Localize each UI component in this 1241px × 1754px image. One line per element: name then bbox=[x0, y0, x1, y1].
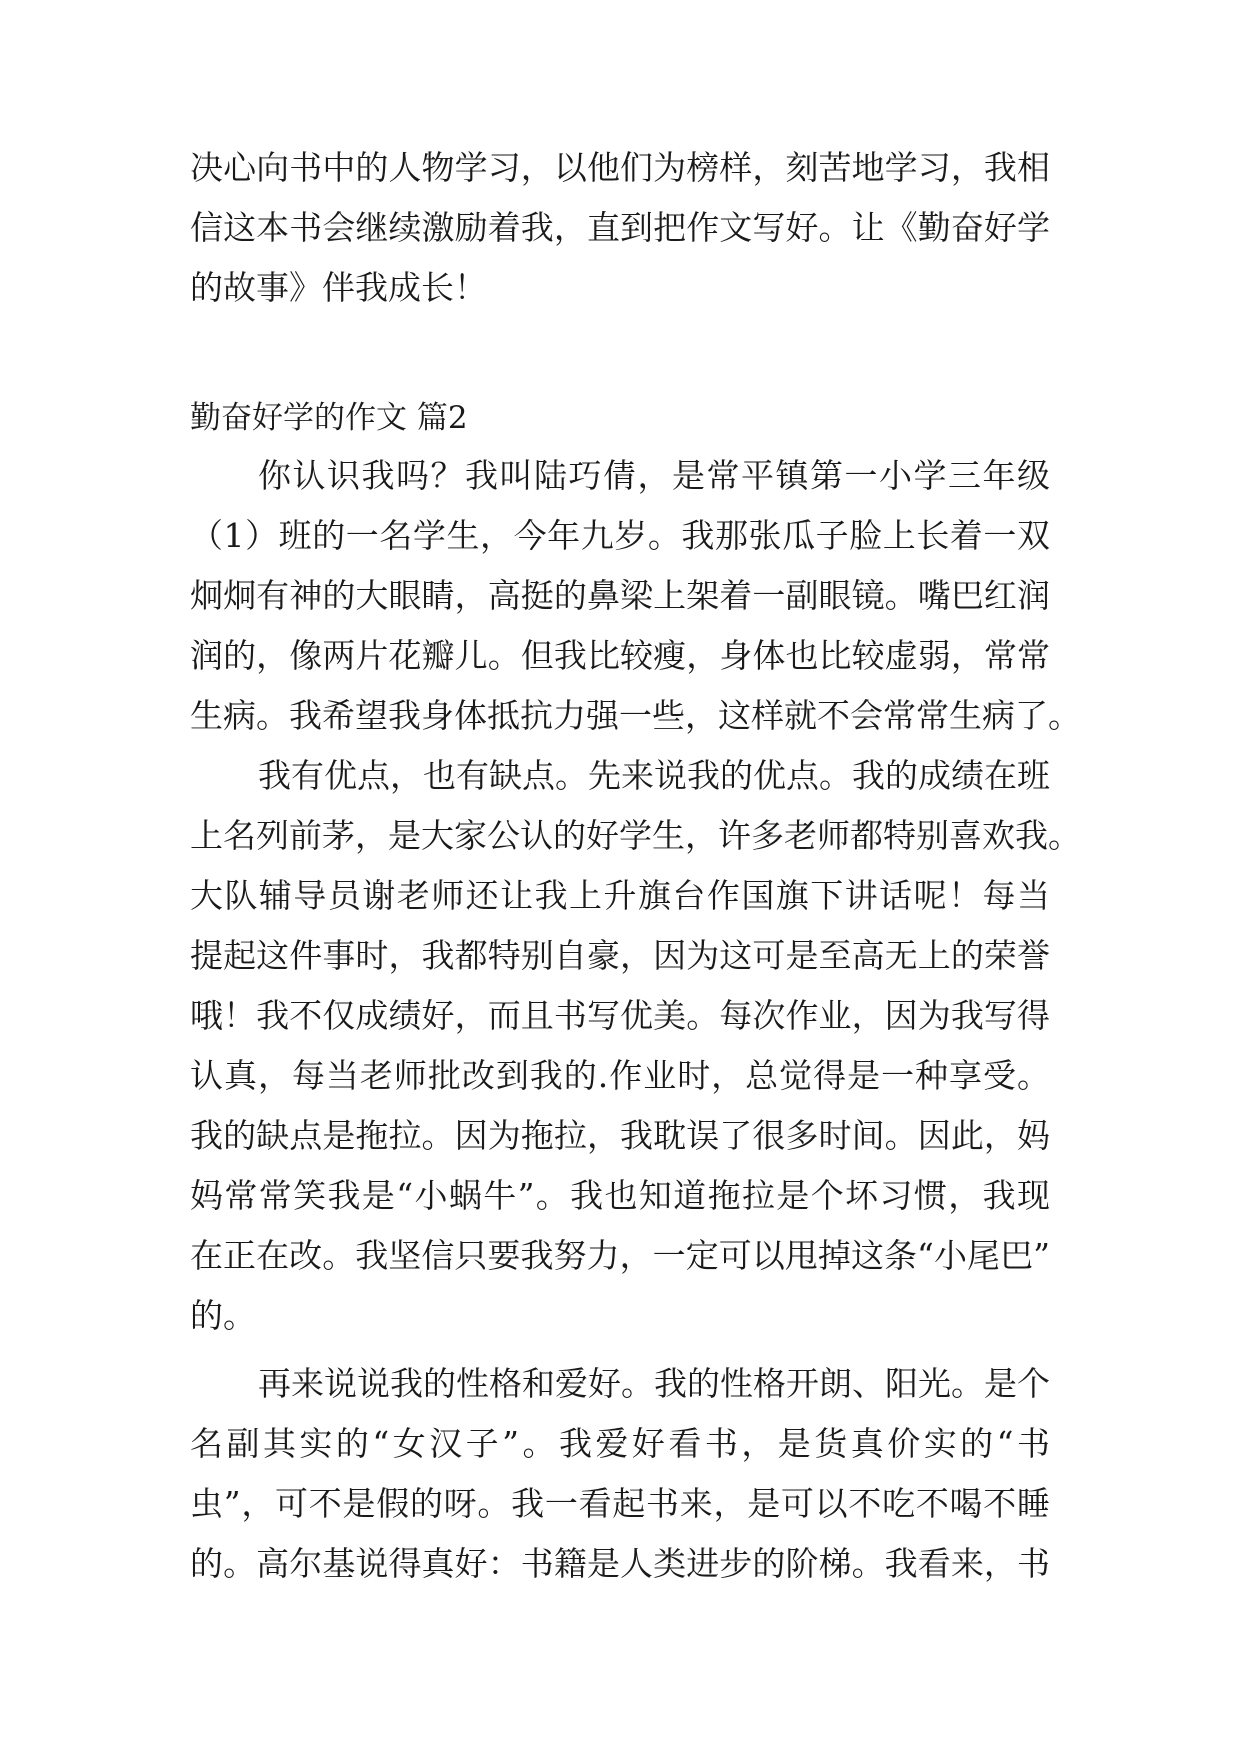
text-line: 再来说说我的性格和爱好。我的性格开朗、阳光。是个 bbox=[258, 1364, 1050, 1403]
text-line: 妈常常笑我是“小蜗牛”。我也知道拖拉是个坏习惯，我现 bbox=[190, 1176, 1050, 1215]
text-line: 大队辅导员谢老师还让我上升旗台作国旗下讲话呢！每当 bbox=[190, 876, 1050, 915]
text-line: 认真，每当老师批改到我的.作业时，总觉得是一种享受。 bbox=[190, 1056, 1050, 1095]
text-line: 炯炯有神的大眼睛，高挺的鼻梁上架着一副眼镜。嘴巴红润 bbox=[190, 576, 1050, 615]
text-line: 你认识我吗？我叫陆巧倩，是常平镇第一小学三年级 bbox=[258, 456, 1050, 495]
text-line: 虫”，可不是假的呀。我一看起书来，是可以不吃不喝不睡 bbox=[190, 1484, 1050, 1523]
text-line: 名副其实的“女汉子”。我爱好看书，是货真价实的“书 bbox=[190, 1424, 1050, 1463]
text-line: 的。高尔基说得真好：书籍是人类进步的阶梯。我看来，书 bbox=[190, 1544, 1050, 1583]
text-line: 提起这件事时，我都特别自豪，因为这可是至高无上的荣誉 bbox=[190, 936, 1050, 975]
text-line: 的。 bbox=[190, 1296, 256, 1335]
text-line: 上名列前茅，是大家公认的好学生，许多老师都特别喜欢我。 bbox=[190, 816, 1081, 855]
section-heading: 勤奋好学的作文 篇2 bbox=[190, 400, 468, 436]
text-line: 哦！我不仅成绩好，而且书写优美。每次作业，因为我写得 bbox=[190, 996, 1050, 1035]
text-line: 在正在改。我坚信只要我努力，一定可以甩掉这条“小尾巴” bbox=[190, 1236, 1050, 1275]
text-line: 决心向书中的人物学习，以他们为榜样，刻苦地学习，我相 bbox=[190, 148, 1050, 187]
text-line: （1）班的一名学生，今年九岁。我那张瓜子脸上长着一双 bbox=[190, 516, 1050, 555]
text-line: 我的缺点是拖拉。因为拖拉，我耽误了很多时间。因此，妈 bbox=[190, 1116, 1050, 1155]
text-line: 的故事》伴我成长！ bbox=[190, 268, 487, 307]
text-line: 信这本书会继续激励着我，直到把作文写好。让《勤奋好学 bbox=[190, 208, 1050, 247]
text-line: 生病。我希望我身体抵抗力强一些，这样就不会常常生病了。 bbox=[190, 696, 1081, 735]
text-line: 润的，像两片花瓣儿。但我比较瘦，身体也比较虚弱，常常 bbox=[190, 636, 1050, 675]
text-line: 我有优点，也有缺点。先来说我的优点。我的成绩在班 bbox=[258, 756, 1050, 795]
